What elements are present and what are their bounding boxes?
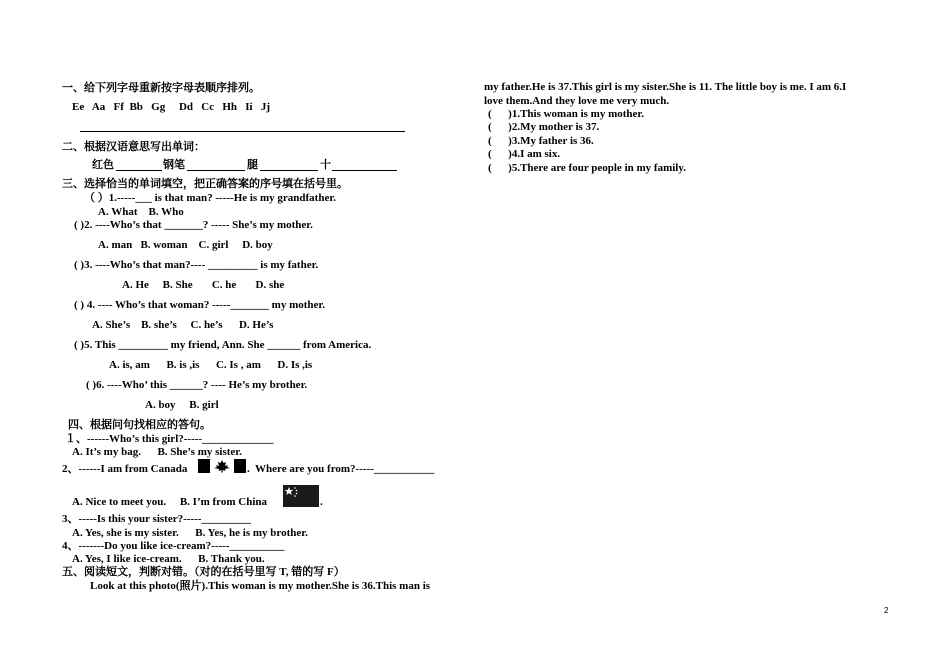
question-3-options: A. He B. She C. he D. she bbox=[122, 279, 285, 291]
match-question-4-options: A. Yes, I like ice-cream. B. Thank you. bbox=[72, 553, 265, 565]
word-item-ten: 十 bbox=[320, 159, 331, 171]
judge-item-2: ( )2.My mother is 37. bbox=[488, 121, 600, 133]
match-question-3-options: A. Yes, she is my sister. B. Yes, he is my brother. bbox=[72, 527, 308, 539]
canada-flag-icon bbox=[198, 459, 246, 473]
blank-line bbox=[187, 170, 245, 171]
star-icon bbox=[285, 487, 298, 497]
letters-line: Ee Aa Ff Bb Gg Dd Cc Hh Ii Jj bbox=[72, 101, 271, 113]
match-question-1-options: A. It’s my bag. B. She’s my sister. bbox=[72, 446, 242, 458]
china-flag-icon bbox=[283, 485, 319, 507]
match-question-2-part-a: 2、------I am from Canada bbox=[62, 463, 188, 475]
question-2-options: A. man B. woman C. girl D. boy bbox=[98, 239, 273, 251]
word-item-red: 红色 bbox=[92, 159, 114, 171]
blank-line bbox=[260, 170, 318, 171]
section-3-title: 三、选择恰当的单词填空，把正确答案的序号填在括号里。 bbox=[62, 178, 348, 190]
question-1-options: A. What B. Who bbox=[98, 206, 184, 218]
page-number: 2 bbox=[884, 606, 889, 615]
section-4-title: 四、根据问句找相应的答句。 bbox=[68, 419, 211, 431]
match-question-3: 3、-----Is this your sister?-----_________ bbox=[62, 513, 251, 525]
section-5-title: 五、阅读短文，判断对错。（对的在括号里写 T, 错的写 F） bbox=[62, 566, 345, 578]
question-6-options: A. boy B. girl bbox=[145, 399, 219, 411]
section-2-title: 二、根据汉语意思写出单词： bbox=[62, 141, 205, 153]
reading-text-line-3: love them.And they love me very much. bbox=[484, 95, 670, 107]
judge-item-1: ( )1.This woman is my mother. bbox=[488, 108, 645, 120]
blank-line bbox=[116, 170, 162, 171]
reading-text-line-2: my father.He is 37.This girl is my sister.She is 11. The little boy is me. I am 6.I bbox=[484, 81, 847, 93]
question-2: ( )2. ----Who’s that _______? ----- She’s my mother. bbox=[74, 219, 313, 231]
match-question-2-options: A. Nice to meet you. B. I’m from China bbox=[72, 496, 268, 508]
question-5-options: A. is, am B. is ,is C. Is , am D. Is ,is bbox=[109, 359, 313, 371]
word-item-pen: 钢笔 bbox=[163, 159, 185, 171]
blank-line bbox=[332, 170, 397, 171]
question-3: ( )3. ----Who’s that man?---- _________ is my father. bbox=[74, 259, 319, 271]
question-4: ( ) 4. ---- Who’s that woman? -----_______ my mother. bbox=[74, 299, 326, 311]
question-6: ( )6. ----Who’ this ______? ---- He’s my brother. bbox=[86, 379, 308, 391]
word-item-leg: 腿 bbox=[247, 159, 258, 171]
match-question-2-part-b: . Where are you from?-----___________ bbox=[247, 463, 435, 475]
section-1-title: 一、给下列字母重新按字母表顺序排列。 bbox=[62, 82, 260, 94]
answer-line bbox=[80, 131, 405, 132]
match-question-2-options-end: . bbox=[320, 496, 323, 508]
judge-item-4: ( )4.I am six. bbox=[488, 148, 561, 160]
question-5: ( )5. This _________ my friend, Ann. She ______ from America. bbox=[74, 339, 372, 351]
maple-leaf-icon bbox=[211, 459, 233, 473]
judge-item-3: ( )3.My father is 36. bbox=[488, 135, 594, 147]
judge-item-5: ( )5.There are four people in my family. bbox=[488, 162, 686, 174]
match-question-4: 4、-------Do you like ice-cream?-----__________ bbox=[62, 540, 285, 552]
question-1: （ ）1.-----___ is that man? -----He is my grandfather. bbox=[84, 192, 336, 204]
reading-text-line-1: Look at this photo(照片).This woman is my mother.She is 36.This man is bbox=[90, 580, 431, 592]
question-4-options: A. She’s B. she’s C. he’s D. He’s bbox=[92, 319, 274, 331]
match-question-1: １、------Who’s this girl?-----_____________ bbox=[65, 433, 274, 445]
